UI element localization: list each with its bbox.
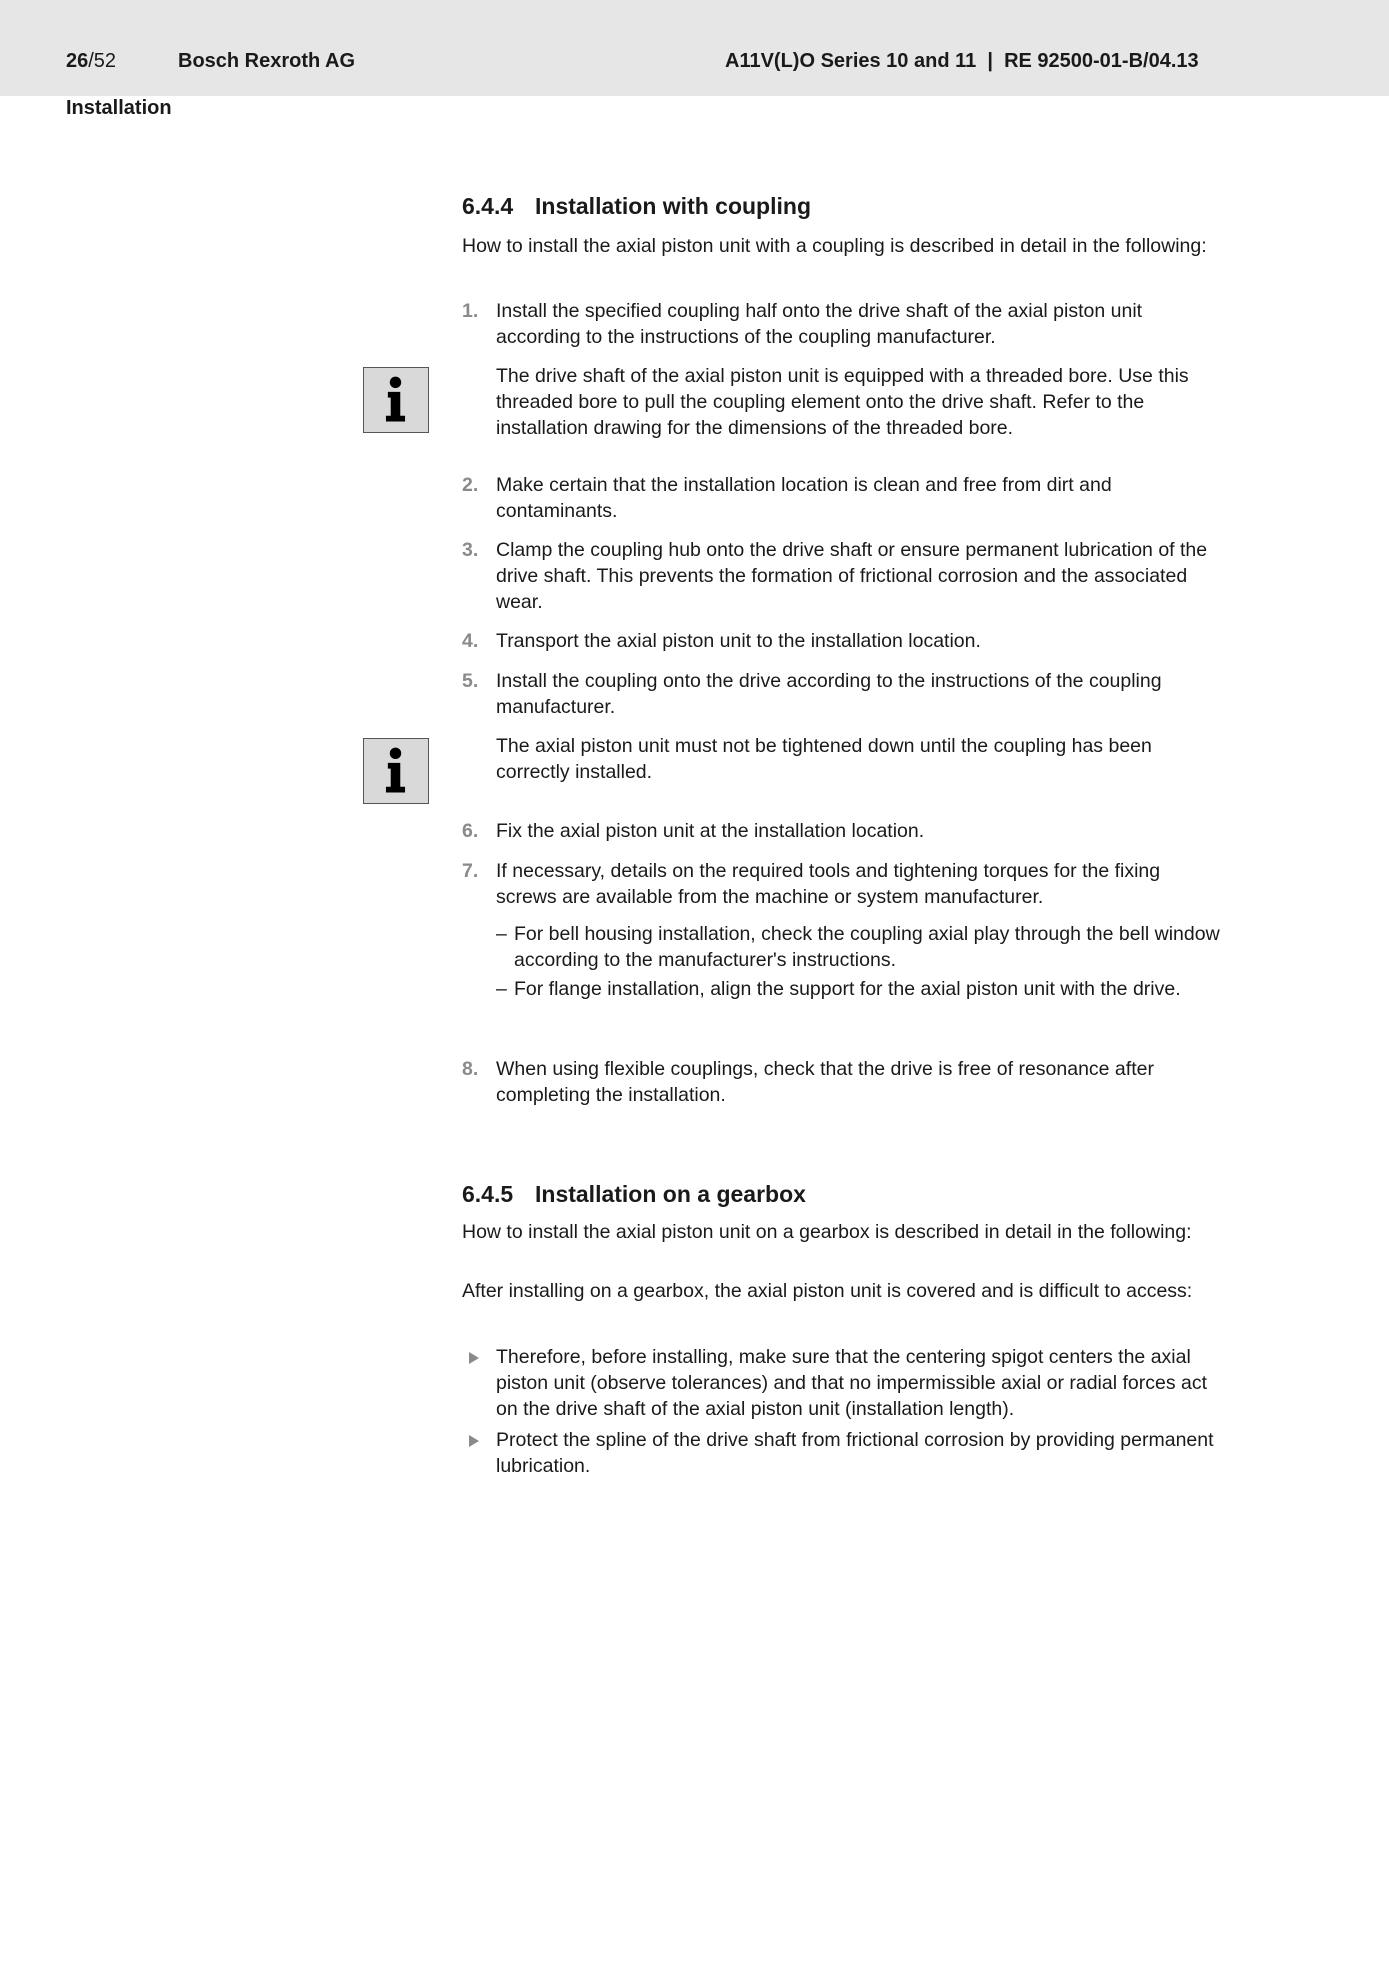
step-text: Install the coupling onto the drive according to the instructions of the coupling manufacturer.: [496, 670, 1162, 718]
list-item: [462, 628, 1222, 654]
step-number: 5.: [462, 670, 479, 692]
step-text: Transport the axial piston unit to the installation location.: [496, 630, 981, 652]
step-text: When using flexible couplings, check that the drive is free of resonance after completing the installation.: [496, 1058, 1154, 1106]
dash-marker: –: [496, 923, 507, 945]
list-item: [462, 1056, 1222, 1108]
page-header: [0, 0, 1389, 96]
list-item: [462, 668, 1222, 720]
company-name: Bosch Rexroth AG: [178, 50, 356, 72]
list-item: [462, 818, 1222, 844]
sub-item-text: For bell housing installation, check the coupling axial play through the bell window according to the manufacturer's instructions.: [514, 923, 1220, 971]
bullet-item: [462, 1344, 1222, 1422]
step-number: 6.: [462, 820, 479, 842]
section-heading-6-4-4: [462, 192, 811, 220]
step-text: Fix the axial piston unit at the installation location.: [496, 820, 925, 842]
triangle-bullet-icon: [469, 1435, 479, 1447]
step-text: If necessary, details on the required tools and tightening torques for the fixing screws are available from the machine or system manufacturer.: [496, 860, 1161, 908]
list-item: [462, 298, 1222, 350]
step-number: 4.: [462, 630, 479, 652]
bullet-text: Therefore, before installing, make sure that the centering spigot centers the axial piston unit (observe tolerances) and that no impermissible axial or radial forces act on the drive shaft of the axial piston unit (installation length).: [496, 1346, 1208, 1420]
step-number: 3.: [462, 539, 479, 561]
page-current: 26: [66, 50, 89, 72]
page-number: [66, 49, 116, 73]
document-reference: A11V(L)O Series 10 and 11 | RE 92500-01-B/04.13: [725, 50, 1199, 72]
step-number: 2.: [462, 474, 479, 496]
bullet-text: Protect the spline of the drive shaft from frictional corrosion by providing permanent lubrication.: [496, 1429, 1214, 1477]
step-text: Make certain that the installation location is clean and free from dirt and contaminants.: [496, 474, 1112, 522]
section-number: 6.4.5: [462, 1181, 514, 1207]
intro-paragraph: How to install the axial piston unit with a coupling is described in detail in the following:: [462, 235, 1207, 257]
step-number: 7.: [462, 860, 479, 882]
section-number: 6.4.4: [462, 193, 514, 219]
step-number: 1.: [462, 300, 479, 322]
info-icon: [363, 367, 429, 433]
paragraph: After installing on a gearbox, the axial piston unit is covered and is difficult to access:: [462, 1280, 1193, 1302]
step-text: Clamp the coupling hub onto the drive shaft or ensure permanent lubrication of the drive shaft. This prevents the formation of frictional corrosion and the associated wear.: [496, 539, 1208, 613]
sub-item-text: For flange installation, align the support for the axial piston unit with the drive.: [514, 978, 1181, 1000]
list-item: [462, 858, 1222, 910]
info-icon: [363, 738, 429, 804]
section-heading-6-4-5: [462, 1180, 806, 1208]
info-note: The axial piston unit must not be tightened down until the coupling has been correctly installed.: [496, 735, 1152, 783]
sub-list-item: [496, 921, 1222, 973]
dash-marker: –: [496, 978, 507, 1000]
list-item: [462, 472, 1222, 524]
section-title: Installation with coupling: [535, 193, 811, 219]
triangle-bullet-icon: [469, 1352, 479, 1364]
intro-paragraph: How to install the axial piston unit on a gearbox is described in detail in the following:: [462, 1221, 1192, 1243]
list-item: [462, 537, 1222, 615]
step-text: Install the specified coupling half onto the drive shaft of the axial piston unit according to the instructions of the coupling manufacturer.: [496, 300, 1143, 348]
section-title: Installation on a gearbox: [535, 1181, 806, 1207]
info-note: The drive shaft of the axial piston unit is equipped with a threaded bore. Use this threaded bore to pull the coupling element onto the drive shaft. Refer to the installation drawing for the dimensions of the threaded bore.: [496, 365, 1189, 439]
page-total: /52: [88, 50, 117, 72]
sub-list-item: [496, 976, 1222, 1002]
step-number: 8.: [462, 1058, 479, 1080]
bullet-item: [462, 1427, 1222, 1479]
section-label: Installation: [66, 97, 172, 119]
